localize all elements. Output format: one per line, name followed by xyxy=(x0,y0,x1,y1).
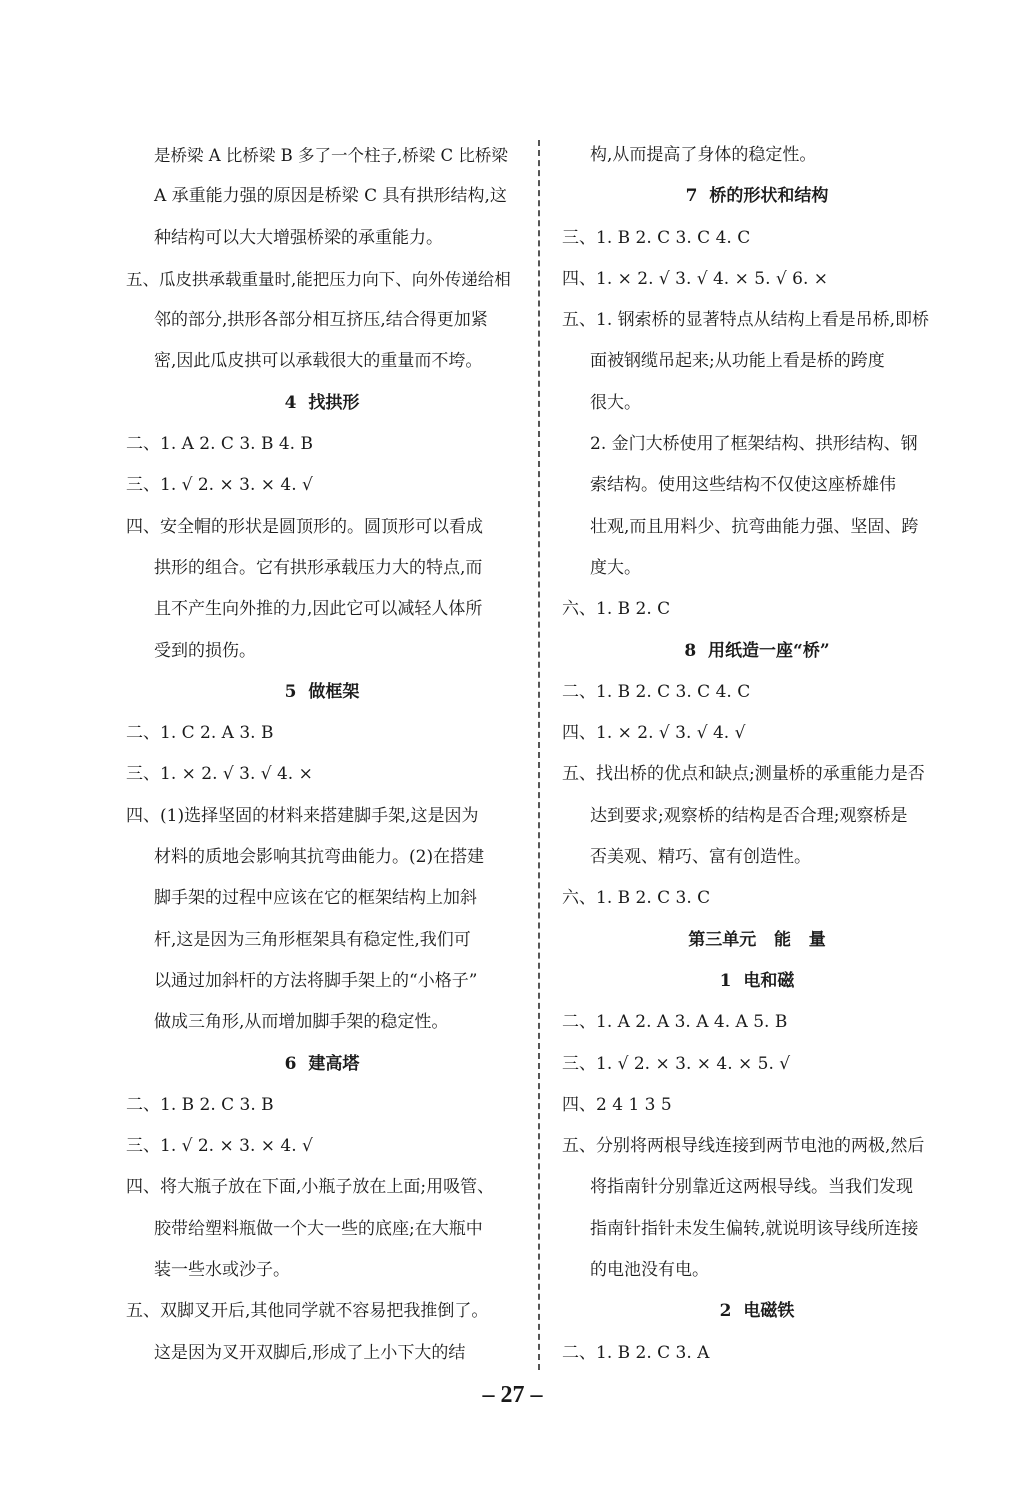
answer-continuation-line: 达到要求;观察桥的结构是否合理;观察桥是 xyxy=(590,805,908,826)
section-heading: 1 电和磁 xyxy=(719,970,795,991)
answer-item: 四、2 4 1 3 5 xyxy=(562,1094,672,1115)
answer-continuation-line: 且不产生向外推的力,因此它可以减轻人体所 xyxy=(154,599,483,620)
answer-item: 二、1. C 2. A 3. B xyxy=(126,723,274,744)
answer-item: 五、分别将两根导线连接到两节电池的两极,然后 xyxy=(562,1136,925,1157)
section-heading: 8 用纸造一座“桥” xyxy=(684,640,830,661)
section-heading: 5 做框架 xyxy=(284,681,360,702)
answer-item: 二、1. B 2. C 3. B xyxy=(126,1094,274,1115)
section-heading: 2 电磁铁 xyxy=(719,1301,795,1322)
answer-item: 四、1. × 2. √ 3. √ 4. × 5. √ 6. × xyxy=(562,268,828,289)
section-heading: 7 桥的形状和结构 xyxy=(685,186,829,207)
answer-continuation-line: 壮观,而且用料少、抗弯曲能力强、坚固、跨 xyxy=(590,516,919,537)
answer-item: 三、1. √ 2. × 3. × 4. √ xyxy=(126,1136,313,1157)
answer-item: 四、将大瓶子放在下面,小瓶子放在上面;用吸管、 xyxy=(126,1177,495,1198)
answer-continuation-line: 密,因此瓜皮拱可以承载很大的重量而不垮。 xyxy=(154,351,483,372)
column-divider xyxy=(538,140,540,1370)
answer-continuation-line: A 承重能力强的原因是桥梁 C 具有拱形结构,这 xyxy=(154,186,507,207)
answer-continuation-line: 很大。 xyxy=(590,392,641,413)
answer-item: 二、1. A 2. C 3. B 4. B xyxy=(126,434,313,455)
answer-item: 六、1. B 2. C 3. C xyxy=(562,888,711,909)
answer-continuation-line: 索结构。使用这些结构不仅使这座桥雄伟 xyxy=(590,475,896,496)
right-column xyxy=(562,135,952,1374)
page-number: – 27 – xyxy=(482,1382,543,1408)
answer-item: 五、瓜皮拱承载重量时,能把压力向下、向外传递给相 xyxy=(126,269,511,289)
answer-item: 四、(1)选择坚固的材料来搭建脚手架,这是因为 xyxy=(126,805,479,826)
answer-continuation-line: 否美观、精巧、富有创造性。 xyxy=(590,847,811,868)
answer-item: 二、1. B 2. C 3. A xyxy=(562,1342,710,1363)
answer-continuation-line: 度大。 xyxy=(590,557,641,578)
answer-continuation-line: 的电池没有电。 xyxy=(590,1260,709,1281)
section-heading: 第三单元 能 量 xyxy=(688,929,826,950)
answer-continuation-line: 将指南针分别靠近这两根导线。当我们发现 xyxy=(590,1177,913,1198)
answer-continuation-line: 种结构可以大大增强桥梁的承重能力。 xyxy=(154,227,443,248)
answer-item: 三、1. √ 2. × 3. × 4. × 5. √ xyxy=(562,1053,791,1074)
answer-continuation-line: 做成三角形,从而增加脚手架的稳定性。 xyxy=(154,1012,449,1033)
answer-continuation-line: 面被钢缆吊起来;从功能上看是桥的跨度 xyxy=(590,351,885,372)
answer-item: 三、1. √ 2. × 3. × 4. √ xyxy=(126,475,313,496)
answer-item: 二、1. B 2. C 3. C 4. C xyxy=(562,681,751,702)
answer-continuation-line: 装一些水或沙子。 xyxy=(154,1260,290,1281)
answer-item: 四、安全帽的形状是圆顶形的。圆顶形可以看成 xyxy=(126,516,483,537)
answer-continuation-line: 指南针指针未发生偏转,就说明该导线所连接 xyxy=(590,1218,919,1239)
answer-continuation-line: 是桥梁 A 比桥梁 B 多了一个柱子,桥梁 C 比桥梁 xyxy=(154,146,508,165)
answer-item: 五、双脚叉开后,其他同学就不容易把我推倒了。 xyxy=(126,1301,489,1322)
answer-continuation-line: 2. 金门大桥使用了框架结构、拱形结构、钢 xyxy=(590,434,918,455)
answer-continuation-line: 邻的部分,拱形各部分相互挤压,结合得更加紧 xyxy=(154,310,488,331)
answer-item: 六、1. B 2. C xyxy=(562,599,671,620)
answer-continuation-line: 材料的质地会影响其抗弯曲能力。(2)在搭建 xyxy=(154,847,485,868)
answer-continuation-line: 胶带给塑料瓶做一个大一些的底座;在大瓶中 xyxy=(154,1218,483,1239)
section-heading: 6 建高塔 xyxy=(284,1053,360,1074)
answer-item: 三、1. B 2. C 3. C 4. C xyxy=(562,227,751,248)
answer-continuation-line: 脚手架的过程中应该在它的框架结构上加斜 xyxy=(154,888,477,909)
answer-item: 四、1. × 2. √ 3. √ 4. √ xyxy=(562,723,746,744)
section-heading: 4 找拱形 xyxy=(284,392,360,413)
answer-item: 三、1. × 2. √ 3. √ 4. × xyxy=(126,764,313,785)
answer-continuation-line: 拱形的组合。它有拱形承载压力大的特点,而 xyxy=(154,557,483,578)
answer-item: 五、1. 钢索桥的显著特点从结构上看是吊桥,即桥 xyxy=(562,310,930,331)
answer-continuation-line: 以通过加斜杆的方法将脚手架上的“小格子” xyxy=(154,970,478,991)
answer-item: 二、1. A 2. A 3. A 4. A 5. B xyxy=(562,1012,788,1033)
answer-item: 五、找出桥的优点和缺点;测量桥的承重能力是否 xyxy=(562,764,925,785)
answer-continuation-line: 构,从而提高了身体的稳定性。 xyxy=(590,145,817,165)
answer-continuation-line: 受到的损伤。 xyxy=(154,640,256,661)
answer-continuation-line: 杆,这是因为三角形框架具有稳定性,我们可 xyxy=(154,929,471,950)
left-column xyxy=(126,135,518,1374)
answer-continuation-line: 这是因为叉开双脚后,形成了上小下大的结 xyxy=(154,1342,466,1363)
